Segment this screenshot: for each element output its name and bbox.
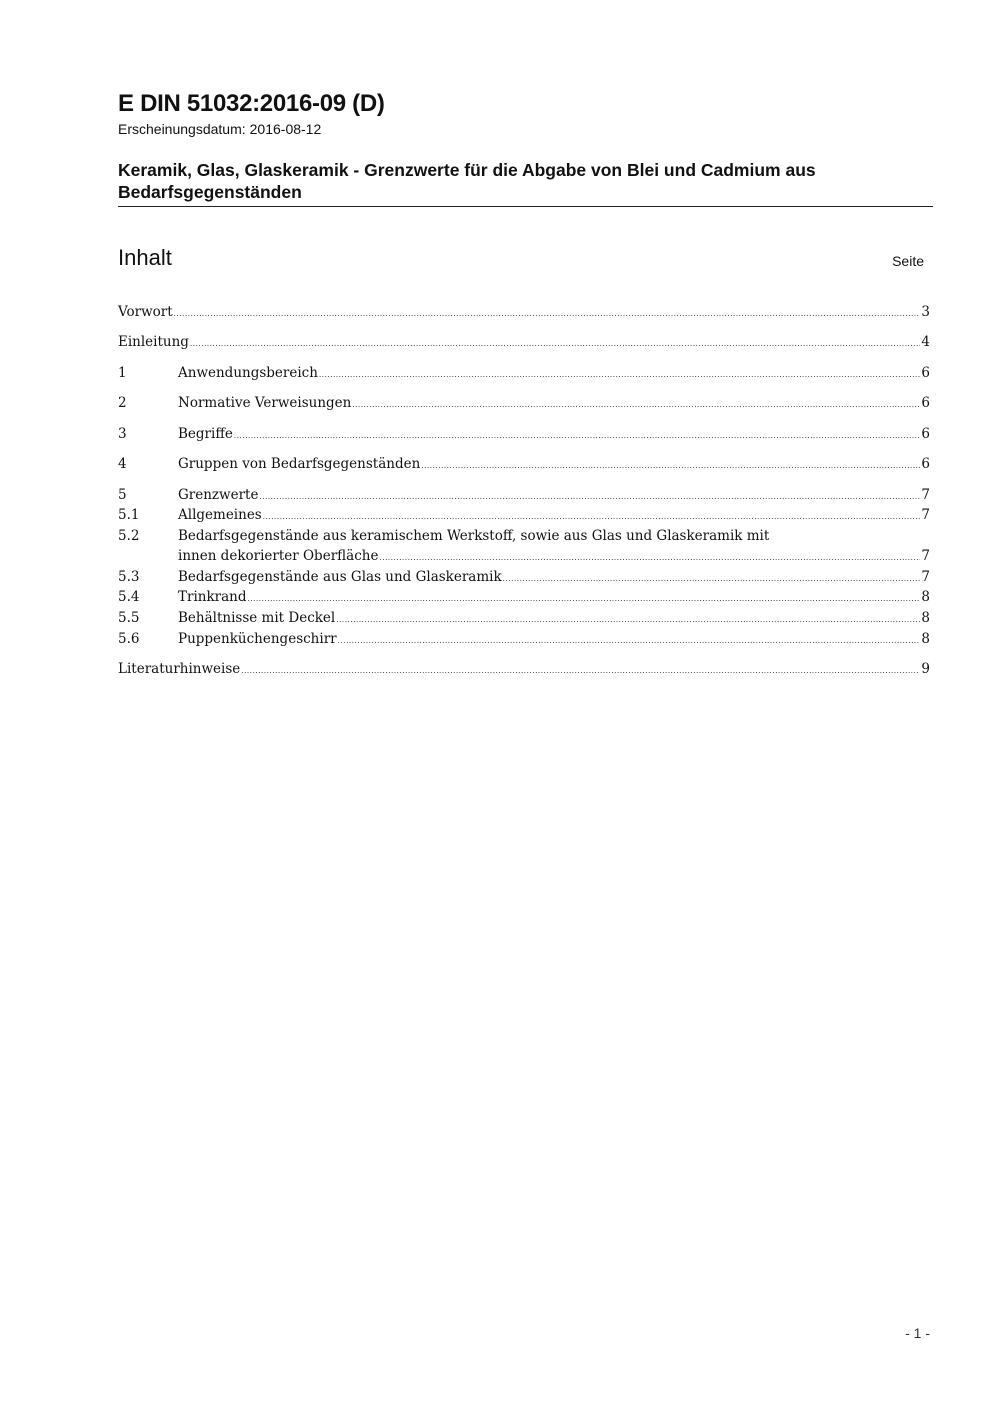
toc-page-column-header: Seite [892, 253, 924, 269]
toc-entry-page: 7 [921, 569, 930, 585]
toc-entry-label: Behältnisse mit Deckel [178, 610, 336, 626]
toc-entry-5-1[interactable] [118, 505, 930, 525]
toc-entry-page: 3 [921, 304, 930, 320]
toc-entry-label: Normative Verweisungen [178, 395, 352, 411]
toc-entry-label: Literaturhinweise [118, 661, 241, 677]
toc-entry-number: 5.1 [118, 507, 140, 523]
document-title: Keramik, Glas, Glaskeramik - Grenzwerte für die Abgabe von Blei und Cadmium aus Bedarfsgegenständen [118, 160, 816, 202]
toc-entry-number: 2 [118, 395, 127, 411]
toc-entry-number: 5.3 [118, 569, 140, 585]
toc-entry-label: Puppenküchengeschirr [178, 631, 337, 647]
toc-entry-page: 6 [921, 456, 930, 472]
toc-entry-4[interactable] [118, 454, 930, 474]
toc-entry-number: 5.4 [118, 589, 140, 605]
toc-entry-label-line2: innen dekorierter Oberfläche [178, 548, 379, 564]
toc-entry-page: 7 [921, 507, 930, 523]
toc-entry-page: 8 [921, 589, 930, 605]
toc-entry-5-2[interactable] [118, 526, 930, 566]
toc-entry-einleitung[interactable] [118, 332, 930, 352]
toc-entry-literaturhinweise[interactable] [118, 659, 930, 679]
toc-entry-1[interactable] [118, 363, 930, 383]
toc-entry-label: Gruppen von Bedarfsgegenständen [178, 456, 421, 472]
publication-date [118, 121, 321, 137]
toc-entry-page: 6 [921, 365, 930, 381]
toc-entry-5-4[interactable] [118, 587, 930, 607]
toc-leader-dots [241, 659, 920, 681]
toc-entry-label: Vorwort [118, 304, 173, 320]
toc-entry-vorwort[interactable] [118, 302, 930, 322]
toc-entry-label: Begriffe [178, 426, 233, 442]
toc-leader-dots [234, 424, 921, 446]
toc-leader-dots [190, 332, 920, 354]
toc-leader-dots [352, 393, 920, 415]
toc-entry-number: 5 [118, 487, 127, 503]
document-id: E DIN 51032:2016-09 (D) [118, 90, 385, 117]
toc-entry-label: Trinkrand [178, 589, 247, 605]
toc-leader-dots [174, 302, 921, 324]
toc-entry-page: 8 [921, 610, 930, 626]
toc-heading: Inhalt [118, 245, 172, 270]
toc-entry-label: Bedarfsgegenstände aus Glas und Glaskeramik [178, 569, 502, 585]
toc-entry-page: 6 [921, 395, 930, 411]
toc-entry-5-5[interactable] [118, 608, 930, 628]
toc-entry-page: 6 [921, 426, 930, 442]
toc-leader-dots [503, 567, 921, 589]
toc-entry-5-6[interactable] [118, 629, 930, 649]
toc-entry-number: 5.5 [118, 610, 140, 626]
toc-leader-dots [263, 505, 921, 527]
toc-entry-number: 3 [118, 426, 127, 442]
toc-entry-5[interactable] [118, 485, 930, 505]
toc-entry-page: 9 [921, 661, 930, 677]
page-number: - 1 - [905, 1325, 930, 1341]
toc-entry-number: 5.6 [118, 631, 140, 647]
toc-entry-label-line1: Bedarfsgegenstände aus keramischem Werkstoff, sowie aus Glas und Glaskeramik mit [178, 528, 770, 544]
toc-entry-label: Grenzwerte [178, 487, 259, 503]
toc-entry-page: 8 [921, 631, 930, 647]
toc-entry-3[interactable] [118, 424, 930, 444]
publication-date-label: Erscheinungsdatum: [118, 121, 246, 137]
toc-entry-5-3[interactable] [118, 567, 930, 587]
toc-entry-number: 4 [118, 456, 127, 472]
toc-entry-2[interactable] [118, 393, 930, 413]
toc-leader-dots [259, 485, 920, 507]
toc-leader-dots [421, 454, 920, 476]
toc-leader-dots [338, 629, 921, 651]
toc-leader-dots [319, 363, 920, 385]
toc-entry-number: 1 [118, 365, 127, 381]
toc-entry-number: 5.2 [118, 528, 140, 544]
toc-leader-dots [248, 587, 921, 609]
toc-leader-dots [379, 546, 920, 568]
toc-entry-page: 7 [921, 548, 930, 564]
toc-entry-page: 4 [921, 334, 930, 350]
toc-entry-page: 7 [921, 487, 930, 503]
toc-entry-label: Anwendungsbereich [178, 365, 318, 381]
toc-leader-dots [336, 608, 920, 630]
toc-entry-label: Einleitung [118, 334, 189, 350]
publication-date-value: 2016-08-12 [249, 121, 322, 137]
title-divider [118, 206, 933, 207]
toc-entry-label: Allgemeines [178, 507, 262, 523]
